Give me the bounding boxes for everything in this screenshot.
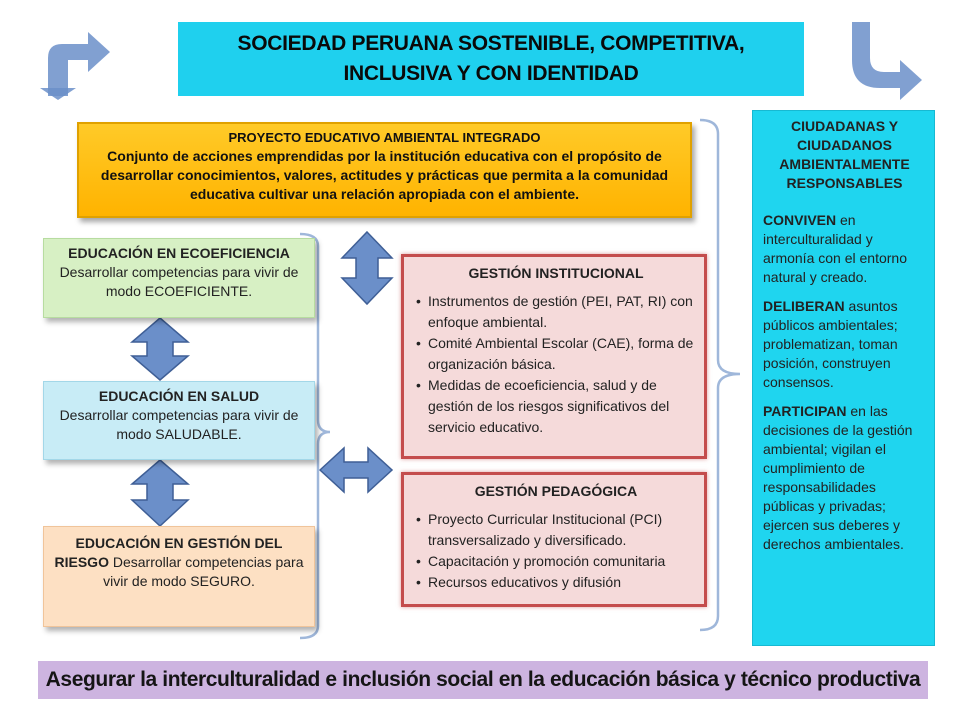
list-item: • Instrumentos de gestión (PEI, PAT, RI) con enfoque ambiental. (416, 291, 696, 333)
title-line-1: SOCIEDAD PERUANA SOSTENIBLE, COMPETITIVA, (237, 32, 745, 55)
double-arrow-vertical-top-icon (342, 232, 392, 304)
footer-banner (38, 661, 928, 699)
project-heading: PROYECTO EDUCATIVO AMBIENTAL INTEGRADO (228, 130, 541, 145)
footer-text: Asegurar la interculturalidad e inclusión social en la educación básica y técnico productiva (45, 668, 921, 691)
gestion-institucional-heading: GESTIÓN INSTITUCIONAL (468, 265, 644, 281)
citizens-panel (752, 110, 935, 646)
education-riesgo-heading: EDUCACIÓN EN GESTIÓN DEL RIESGO (54, 535, 283, 570)
double-arrow-salud-riesgo-icon (132, 460, 188, 526)
education-ecoeficiencia-body: Desarrollar competencias para vivir de modo ECOEFICIENTE. (59, 264, 299, 299)
project-body: Conjunto de acciones emprendidas por la institución educativa con el propósito de desarrollar conocimientos, valores, actitudes y prácticas que permita a la comunidad educativa cultivar una relación apropiada con el ambiente. (100, 148, 669, 202)
double-arrow-eco-salud-icon (132, 318, 188, 380)
list-item: • Recursos educativos y difusión (416, 572, 696, 593)
bent-arrow-left-icon (40, 32, 110, 100)
education-ecoeficiencia-box (43, 238, 315, 318)
gestion-institucional-box (401, 254, 707, 459)
education-salud-heading: EDUCACIÓN EN SALUD (98, 388, 260, 404)
citizens-conviven (763, 211, 926, 287)
education-salud-body: Desarrollar competencias para vivir de modo SALUDABLE. (59, 407, 299, 442)
deliberan-verb: DELIBERAN (763, 298, 845, 314)
participan-verb: PARTICIPAN (763, 403, 847, 419)
gestion-pedagogica-heading: GESTIÓN PEDAGÓGICA (474, 483, 638, 499)
citizens-deliberan (763, 297, 926, 392)
education-riesgo-body: Desarrollar competencias para vivir de modo SEGURO. (103, 554, 304, 589)
gestion-pedagogica-box (401, 472, 707, 607)
list-item: • Proyecto Curricular Institucional (PCI) transversalizado y diversificado. (416, 509, 696, 551)
title-line-2: INCLUSIVA Y CON IDENTIDAD (343, 62, 639, 85)
bent-arrow-right-icon (852, 22, 922, 100)
list-item: • Medidas de ecoeficiencia, salud y de gestión de los riesgos significativos del servicio educativo. (416, 375, 696, 438)
education-salud-box (43, 381, 315, 460)
conviven-verb: CONVIVEN (763, 212, 837, 228)
participan-text: en las decisiones de la gestión ambiental; vigilan el cumplimiento de responsabilidades públicas y privadas; ejercen sus deberes y derechos ambientales. (763, 403, 913, 552)
education-ecoeficiencia-heading: EDUCACIÓN EN ECOEFICIENCIA (68, 245, 290, 261)
education-riesgo-box (43, 526, 315, 627)
deliberan-text: asuntos públicos ambientales; problematizan, toman posición, construyen consensos. (763, 298, 898, 390)
double-arrow-horizontal-icon (320, 448, 392, 492)
citizens-heading: CIUDADANAS Y CIUDADANOS AMBIENTALMENTE RESPONSABLES (779, 118, 910, 191)
list-item: • Capacitación y promoción comunitaria (416, 551, 696, 572)
gestion-institucional-list (416, 291, 696, 438)
gestion-pedagogica-list (416, 509, 696, 593)
diagram-title (178, 22, 804, 96)
list-item: • Comité Ambiental Escolar (CAE), forma de organización básica. (416, 333, 696, 375)
project-box (77, 122, 692, 218)
conviven-text: en interculturalidad y armonía con el entorno natural y creado. (763, 212, 907, 285)
citizens-participan (763, 402, 926, 554)
